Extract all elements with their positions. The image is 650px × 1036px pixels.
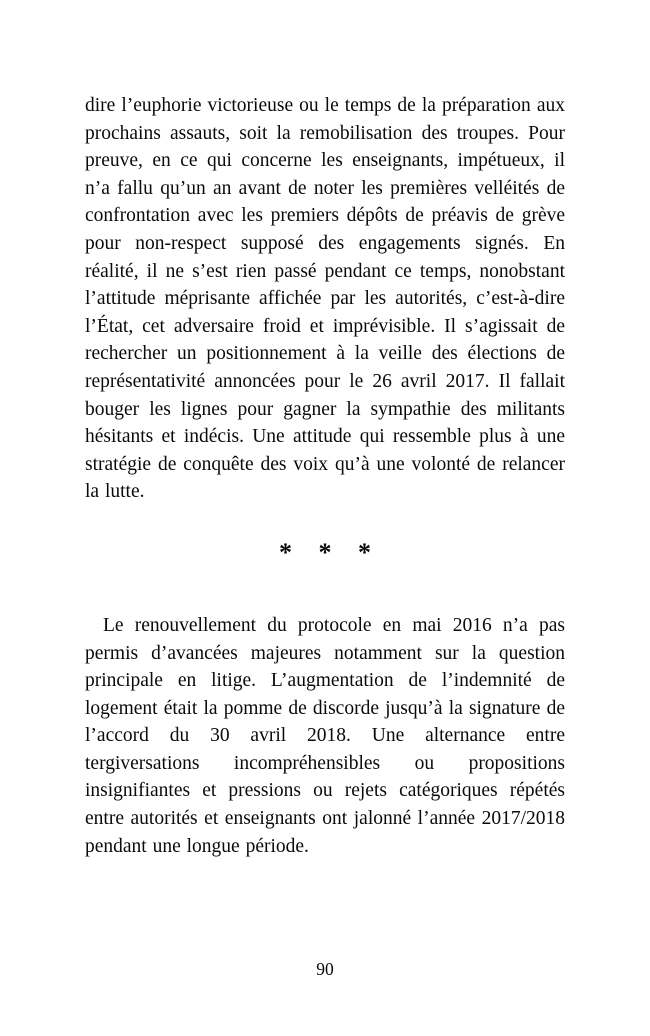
- paragraph-new-section: Le renouvellement du protocole en mai 2016 n’a pas permis d’avancées majeures notamment sur la question principale en litige. L’augmentation de l’indemnité de logement était la pomme de discorde jusqu’à la signature de l’accord du 30 avril 2018. Une alternance entre tergiversations incompréhensibles ou propositions insignifiantes et pressions ou rejets catégoriques répétés entre autorités et enseignants ont jalonné l’année 2017/2018 pendant une longue période.: [85, 614, 565, 857]
- page-number: 90: [316, 959, 334, 979]
- section-separator: * * *: [279, 537, 381, 567]
- paragraph-continuation: dire l’euphorie victorieuse ou le temps de la préparation aux prochains assauts, soit la remobilisation des troupes. Pour preuve, en ce qui concerne les enseignants, impétueux, il n’a fallu qu’un an avant de noter les premières velléités de confrontation avec les premiers dépôts de préavis de grève pour non-respect supposé des engagements signés. En réalité, il ne s’est rien passé pendant ce temps, nonobstant l’attitude méprisante affichée par les autorités, c’est-à-dire l’État, cet adversaire froid et imprévisible. Il s’agissait de rechercher un positionnement à la veille des élections de représentativité annoncées pour le 26 avril 2017. Il fallait bouger les lignes pour gagner la sympathie des militants hésitants et indécis. Une attitude qui ressemble plus à une stratégie de conquête des voix qu’à une volonté de relancer la lutte.: [85, 95, 565, 503]
